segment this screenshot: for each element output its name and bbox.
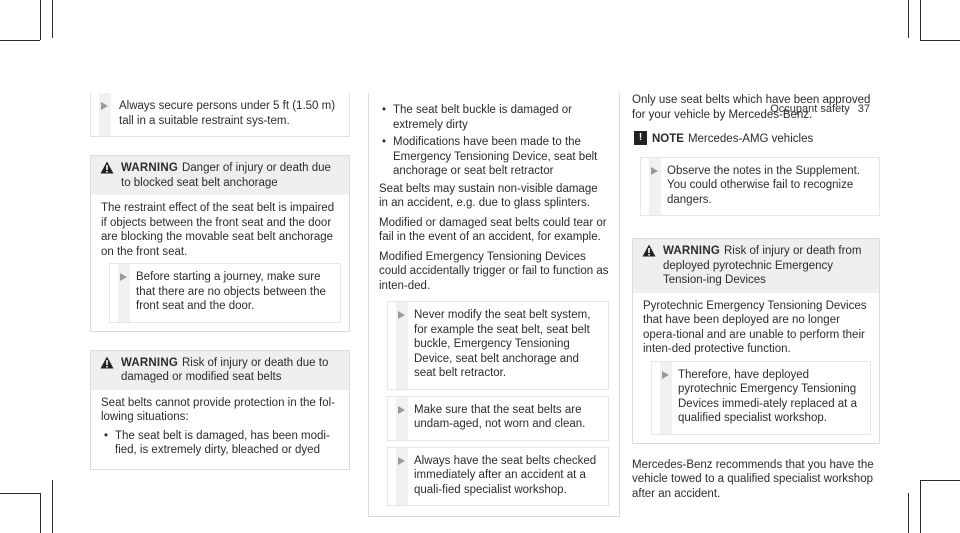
note-header [630,132,880,147]
warning-label: WARNING [121,356,178,369]
crop-mark [0,493,40,494]
instruction-box [640,157,880,217]
crop-mark [920,480,921,533]
paragraph: Modified or damaged seat belts could tear or fail in the event of an accident, for example. [379,216,607,243]
instruction-text: Never modify the seat belt system, for example the seat belt, seat belt buckle, Emergency Tensioning Device, seat belt anchorage and seat belt retractor. [414,309,591,379]
instruction-text: Always secure persons under 5 ft (1.50 m) tall in a suitable restraint sys-tem. [119,100,336,127]
bullet-list [379,103,609,179]
crop-mark [52,480,53,533]
crop-mark [908,493,909,533]
instruction-box [387,301,609,390]
warning-title: Risk of injury or death due to damaged or modified seat belts [121,356,329,383]
warning-body [633,293,879,443]
exclamation-icon: ! [634,131,647,145]
warning-text: The restraint effect of the seat belt is impaired if objects between the front seat and the door are blocking the movable seat belt anchorage on the front seat. [101,202,335,258]
warning-body [91,390,349,469]
crop-mark [40,0,41,40]
instruction-text: Make sure that the seat belts are undam-aged, not worn and clean. [414,403,586,430]
instruction-text: Always have the seat belts checked immediately after an accident at a quali-fied specialist workshop. [414,454,597,496]
paragraph: Modified Emergency Tensioning Devices could accidentally trigger or fail to function as inten-ded. [379,250,609,292]
crop-mark [908,0,909,38]
instruction-box [90,93,350,137]
list-item: • The seat belt is damaged, has been modi-fied, is extremely dirty, bleached or dyed [115,429,341,458]
instruction-text: Therefore, have deployed pyrotechnic Emergency Tensioning Devices immedi-ately replaced at a qualified specialist workshop. [678,368,857,424]
crop-mark [920,0,921,40]
note-label: NOTE [652,133,684,145]
instruction-arrow-icon [398,311,405,319]
page-number: 37 [857,103,870,115]
warning-title: Risk of injury or death from deployed pyrotechnic Emergency Tension-ing Devices [663,245,862,286]
warning-title: Danger of injury or death due to blocked seat belt anchorage [121,162,331,189]
instruction-box [651,361,871,435]
instruction-box [387,396,609,441]
instruction-arrow-icon [398,406,405,414]
warning-header [633,239,879,293]
warning-box [90,350,350,470]
note-text: Mercedes-AMG vehicles [687,133,814,145]
crop-mark [920,480,960,481]
instruction-box [109,263,341,323]
column-left [90,93,350,470]
crop-mark [40,493,41,533]
paragraph: Only use seat belts which have been approved for your vehicle by Mercedes-Benz. [632,94,871,121]
instruction-arrow-icon [651,167,658,175]
instruction-box [387,447,609,507]
crop-mark [920,40,960,41]
warning-continued [368,93,620,517]
instruction-arrow-icon [120,273,127,281]
warning-triangle-icon [100,161,114,174]
warning-label: WARNING [663,245,720,257]
instruction-text: Before starting a journey, make sure that there are no objects between the front seat and the door. [136,271,326,312]
bullet-list [101,429,341,458]
warning-box [90,155,350,332]
column-middle [368,93,620,517]
column-right [622,93,880,501]
instruction-arrow-icon [662,371,669,379]
instruction-arrow-icon [398,457,405,465]
section-title: Occupant safety [770,103,850,115]
instruction-arrow-icon [101,102,108,110]
warning-label: WARNING [121,162,178,174]
crop-mark [0,40,40,41]
list-item: • Modifications have been made to the Emergency Tensioning Device, seat belt anchorage or seat belt retractor [393,135,609,179]
list-item: • The seat belt buckle is damaged or extremely dirty [393,103,609,132]
warning-triangle-icon [642,244,656,257]
instruction-text: Observe the notes in the Supplement. You could otherwise fail to recognize dangers. [667,164,861,206]
warning-box [632,238,880,444]
warning-text: Pyrotechnic Emergency Tensioning Devices that have been deployed are no longer opera-tional and are unable to perform their inten-ded protective function. [643,299,867,355]
warning-header [91,351,349,390]
warning-triangle-icon [100,356,114,369]
warning-body [91,195,349,331]
paragraph: Seat belts may sustain non-visible damage in an accident, e.g. due to glass splinters. [379,182,598,209]
warning-header [91,156,349,195]
crop-mark [52,0,53,38]
warning-text: Seat belts cannot provide protection in the fol-lowing situations: [101,396,335,423]
paragraph: Mercedes-Benz recommends that you have the vehicle towed to a qualified specialist workshop after an accident. [632,458,874,500]
